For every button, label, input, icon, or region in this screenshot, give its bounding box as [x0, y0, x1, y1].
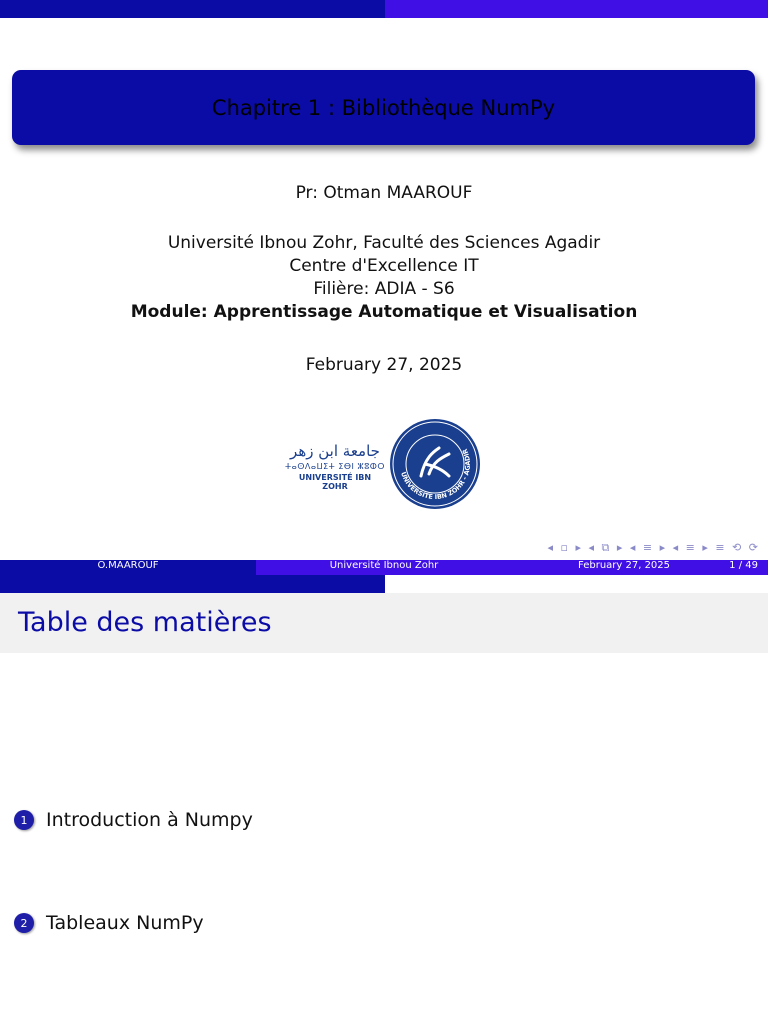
toc-bullet-1: 1 [14, 810, 34, 830]
affiliation-program: Filière: ADIA - S6 [313, 279, 455, 299]
title-box [12, 70, 755, 145]
presentation-date: February 27, 2025 [305, 355, 463, 375]
top-bar [0, 0, 768, 18]
slide-title: Chapitre 1 : Bibliothèque NumPy [211, 95, 556, 120]
toc-title: Table des matières [18, 607, 272, 638]
toc-item-2[interactable] [14, 912, 204, 934]
affiliation-university: Université Ibnou Zohr, Faculté des Sciences Agadir [167, 233, 601, 253]
logo-french-text: UNIVERSITÉ IBN ZOHR [298, 473, 372, 491]
university-logo [285, 418, 485, 513]
module-name: Module: Apprentissage Automatique et Visualisation [130, 302, 638, 322]
footer-bar [0, 560, 768, 575]
toc-header [0, 593, 768, 653]
bottom-band [0, 575, 768, 593]
beamer-navigation-icons[interactable]: ◂ ▫ ▸ ◂ ⧉ ▸ ◂ ≡ ▸ ◂ ≡ ▸ ≡ ⟲ ⟳ [547, 541, 760, 554]
toc-label-2: Tableaux NumPy [46, 912, 204, 934]
affiliation-center: Centre d'Excellence IT [289, 256, 479, 276]
logo-arabic-text: جامعة ابن زهر [290, 442, 380, 460]
footer-institution: Université Ibnou Zohr [256, 560, 512, 575]
toc-bullet-2: 2 [14, 913, 34, 933]
footer-date: February 27, 2025 [578, 560, 671, 571]
toc-label-1: Introduction à Numpy [46, 809, 253, 831]
toc-slide [0, 593, 768, 1024]
toc-item-1[interactable] [14, 809, 253, 831]
footer-author: O.MAAROUF [0, 560, 256, 575]
seal-text: UNIVERSITÉ IBN ZOHR - AGADIR [399, 447, 473, 502]
footer-page-number: 1 / 49 [729, 560, 758, 571]
author: Pr: Otman MAAROUF [295, 183, 473, 203]
logo-tifinagh-text: ⵜⴰⵙⴷⴰⵡⵉⵜ ⵉⴱⵏ ⵣⵓⵀⵔ [285, 462, 385, 471]
university-seal-icon [389, 418, 481, 510]
